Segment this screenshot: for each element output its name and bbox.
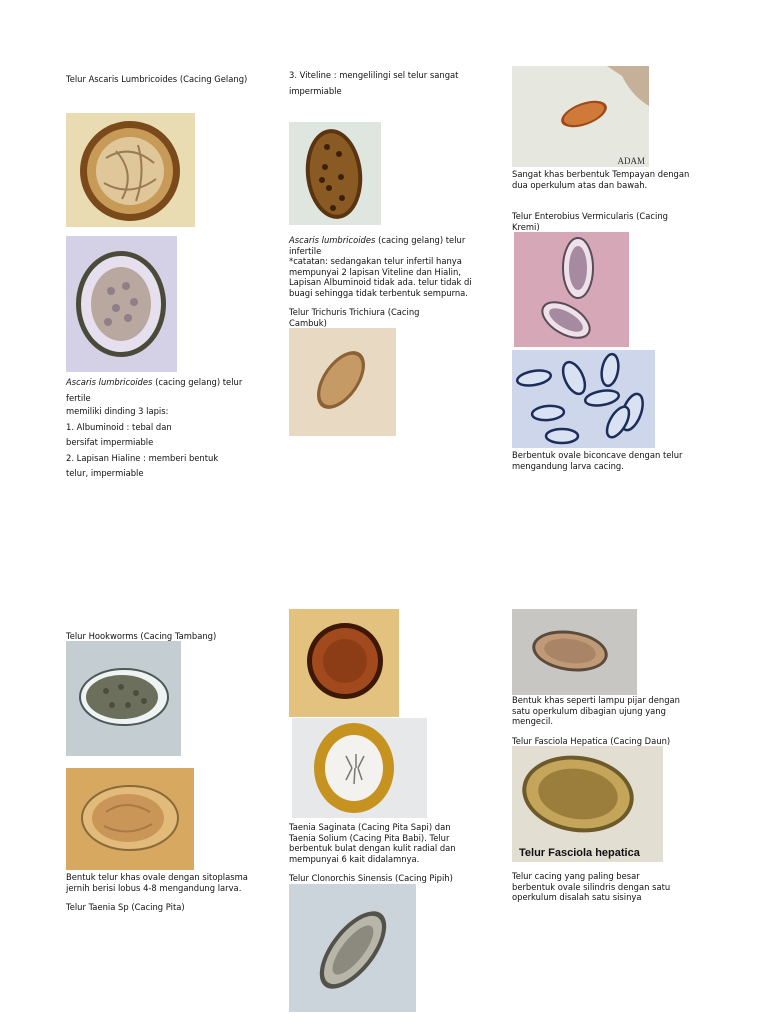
clonorchis-image (289, 884, 416, 1012)
taenia-title: Telur Taenia Sp (Cacing Pita) (66, 902, 185, 912)
trichuris-image (289, 328, 396, 436)
ascaris-title: Telur Ascaris Lumbricoides (Cacing Gelang) (66, 74, 248, 84)
ascaris-fertile-species: Ascaris lumbricoides (66, 377, 153, 387)
ascaris-infertile-caption-rest: (cacing gelang) telur infertile (289, 235, 466, 256)
enterobius-image-2 (512, 350, 655, 448)
ascaris-fertile-image-2 (66, 236, 177, 372)
clonorchis-title: Telur Clonorchis Sinensis (Cacing Pipih) (289, 873, 453, 883)
ascaris-infertile-note: *catatan: sedangakan telur infertil hanya mempunyai 2 lapisan Viteline dan Hialin, Lapisan Albuminoid tidak ada. telur tidak di buagi sehingga tidak terbentuk sempurna. (289, 256, 472, 298)
ascaris-infertile-image (289, 122, 381, 225)
hookworm-image-1 (66, 641, 181, 756)
clonorchis-description: Bentuk khas seperti lampu pijar dengan satu operkulum dibagian ujung yang mengecil. (512, 695, 680, 726)
ascaris-infertile-species: Ascaris lumbricoides (289, 235, 376, 245)
clonorchis-image-2 (512, 609, 637, 695)
fasciola-title: Telur Fasciola Hepatica (Cacing Daun) (512, 736, 671, 746)
trichuris-title: Telur Trichuris Trichiura (Cacing Cambuk) (289, 307, 420, 328)
enterobius-title: Telur Enterobius Vermicularis (Cacing Kremi) (512, 211, 668, 232)
ascaris-infertile-caption (289, 235, 474, 256)
taenia-image-2 (292, 718, 427, 818)
hookworm-image-2 (66, 768, 194, 870)
trichuris-adam-image (512, 66, 649, 167)
viteline-layer-text: 3. Viteline : mengelilingi sel telur sangat impermiable (289, 70, 459, 96)
fasciola-description: Telur cacing yang paling besar berbentuk ovale silindris dengan satu operkulum disalah satu sisinya (512, 871, 671, 902)
ascaris-fertile-description: memiliki dinding 3 lapis: 1. Albuminoid : tebal dan bersifat impermiable 2. Lapisan Hialine : memberi bentuk telur, impermiable (66, 406, 219, 478)
taenia-image-1 (289, 609, 399, 717)
adam-logo: ADAM (617, 156, 645, 166)
ascaris-fertile-caption (66, 375, 251, 406)
ascaris-fertile-caption-rest: (cacing gelang) telur fertile (66, 377, 243, 403)
taenia-description: Taenia Saginata (Cacing Pita Sapi) dan Taenia Solium (Cacing Pita Babi). Telur berbentuk bulat dengan kulit radial dan mempunyai 6 kait didalamnya. (289, 822, 456, 864)
fasciola-image (512, 746, 663, 862)
enterobius-image-1 (514, 232, 629, 347)
fasciola-image-caption: Telur Fasciola hepatica (519, 847, 640, 859)
hookworm-title: Telur Hookworms (Cacing Tambang) (66, 631, 217, 641)
hookworm-description: Bentuk telur khas ovale dengan sitoplasma jernih berisi lobus 4-8 mengandung larva. (66, 872, 248, 893)
ascaris-fertile-image-1 (66, 113, 195, 227)
trichuris-description: Sangat khas berbentuk Tempayan dengan dua operkulum atas dan bawah. (512, 169, 690, 190)
enterobius-description: Berbentuk ovale biconcave dengan telur mengandung larva cacing. (512, 450, 683, 471)
